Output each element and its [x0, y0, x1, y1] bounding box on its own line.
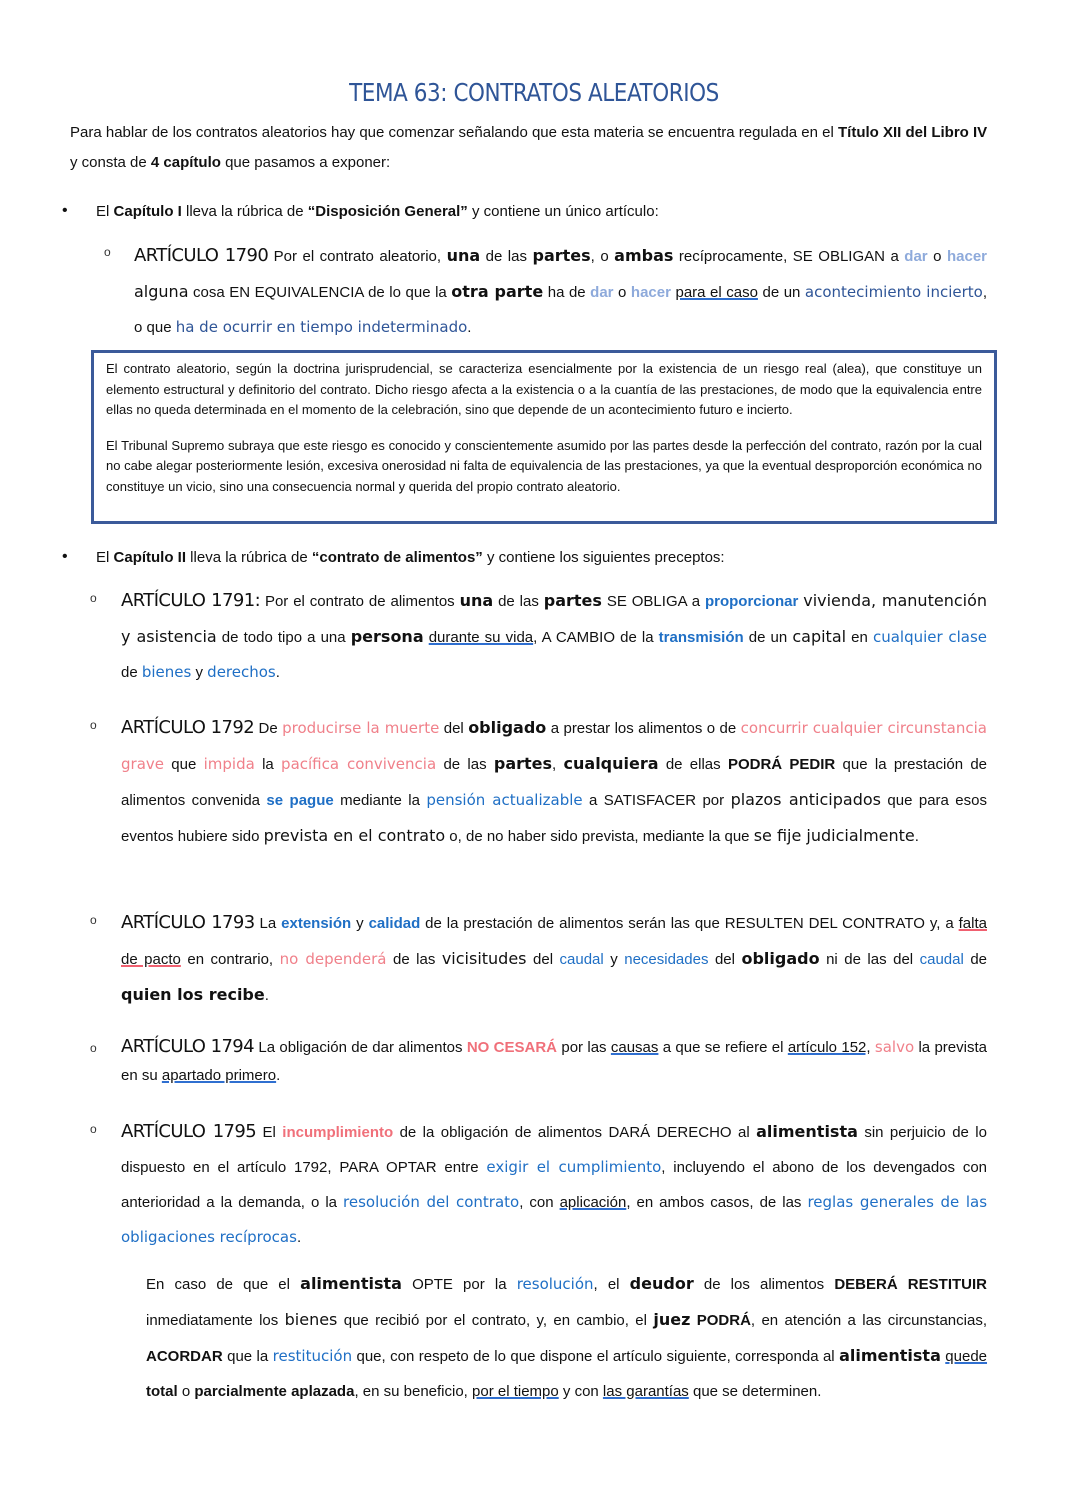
underlined: para el caso	[675, 284, 758, 301]
text: .	[914, 828, 919, 845]
underlined: durante su vida	[428, 629, 534, 646]
emph: alguna	[134, 282, 189, 301]
text: .	[264, 987, 269, 1004]
highlight: NO CESARÁ	[466, 1039, 558, 1056]
article-1792	[121, 710, 987, 854]
text: a que se refiere el	[658, 1039, 788, 1056]
highlight: concurrir cualquier circunstancia grave	[121, 719, 987, 773]
emph: partes	[543, 591, 602, 610]
text: lleva la rúbrica de	[181, 203, 308, 220]
highlight: derechos	[207, 663, 276, 681]
text: inmediatamente los	[146, 1312, 285, 1329]
sub-bullet-icon: o	[90, 718, 97, 732]
box-paragraph-1: El contrato aleatorio, según la doctrina jurisprudencial, se caracteriza esencialmente por la existencia de un riesgo real (alea), que constituye un elemento estructural y definitorio del contrato. Dicho riesgo afecta a la existencia o a la cuantía de las prestaciones, de modo que la equivalencia entre ellas no queda determinada en el momento de la celebración, sino que depende de un acontecimiento futuro e incierto.	[106, 361, 982, 417]
text: ni de las del	[819, 951, 920, 968]
text: y contiene un único artículo:	[467, 203, 659, 220]
emph: juez	[653, 1310, 691, 1329]
text: , con	[519, 1194, 560, 1211]
underlined: artículo 152,	[787, 1039, 871, 1056]
emph: PODRÁ	[696, 1312, 751, 1329]
text: de	[121, 664, 142, 681]
intro-bold-chapters: 4 capítulo	[150, 154, 221, 171]
text: en	[846, 629, 873, 646]
emph: cualquiera	[563, 754, 659, 773]
emph: vicisitudes	[441, 949, 527, 968]
bullet-icon: •	[62, 548, 68, 565]
text: .	[296, 1229, 302, 1246]
highlight: exigir el cumplimiento	[486, 1158, 662, 1176]
text: , en su beneficio,	[354, 1383, 473, 1400]
text: ha de	[543, 284, 591, 301]
jurisprudence-box	[91, 350, 997, 524]
text: o	[927, 248, 947, 265]
article-label: ARTÍCULO 1794	[121, 1036, 255, 1057]
highlight: caudal	[919, 951, 964, 968]
highlight: restitución	[272, 1347, 353, 1365]
highlight: hacer	[630, 284, 671, 301]
text: que recibió por el contrato, y, en cambio, el	[337, 1312, 654, 1329]
highlight: proporcionar	[704, 593, 799, 610]
highlight: resolución	[516, 1275, 594, 1293]
emph: partes	[493, 754, 553, 773]
text: , en atención a las circunstancias,	[750, 1312, 987, 1329]
article-label: ARTÍCULO 1792	[121, 717, 255, 738]
box-paragraph-2: El Tribunal Supremo subraya que este riesgo es conocido y conscientemente asumido por las partes desde la perfección del contrato, razón por la cual no cabe alegar posteriormente lesión, excesiva onerosidad ni falta de equivalencia de las prestaciones, ya que la eventual desproporción económica no constituye un vicio, sino una consecuencia normal y querida del propio contrato aleatorio.	[106, 437, 982, 494]
highlight: caudal	[559, 951, 604, 968]
emph: obligado	[741, 949, 820, 968]
highlight: pacífica convivencia	[281, 755, 437, 773]
text: La obligación de dar alimentos	[254, 1039, 467, 1056]
text: a prestar los alimentos o de	[546, 720, 741, 737]
emph: alimentista	[756, 1122, 858, 1141]
emph: alimentista	[839, 1346, 941, 1365]
text: de	[963, 951, 988, 968]
text: y	[191, 664, 208, 681]
article-1795-continuation	[146, 1266, 987, 1409]
highlight: incumplimiento	[282, 1124, 394, 1141]
text: o	[177, 1383, 195, 1400]
highlight: impida	[203, 755, 255, 773]
emph: partes	[532, 246, 591, 265]
highlight: producirse la muerte	[282, 719, 440, 737]
text: y con	[558, 1383, 603, 1400]
text: de todo tipo a una	[216, 629, 351, 646]
emph: deudor	[629, 1274, 694, 1293]
sub-bullet-icon: o	[90, 591, 97, 605]
article-1794	[121, 1033, 987, 1090]
text: a SATISFACER por	[582, 792, 731, 809]
chapter-1-item	[96, 203, 659, 220]
highlight: calidad	[368, 915, 421, 932]
underlined: quede	[945, 1348, 988, 1365]
highlight: extensión	[281, 915, 352, 932]
article-label: ARTÍCULO 1791:	[121, 590, 261, 611]
text: La	[254, 915, 282, 932]
text: de las	[386, 951, 442, 968]
intro-paragraph	[70, 118, 990, 178]
intro-text: y consta de	[70, 154, 151, 171]
highlight: ha de ocurrir en tiempo indeterminado	[175, 318, 468, 336]
text: .	[467, 319, 472, 336]
highlight: cualquier clase	[872, 628, 988, 646]
text: que para esos eventos hubiere sido	[121, 792, 987, 845]
highlight: bienes	[141, 663, 192, 681]
underlined: apartado primero	[161, 1067, 277, 1084]
article-1795	[121, 1114, 987, 1255]
article-label: ARTÍCULO 1793	[121, 912, 255, 933]
text: en contrario,	[180, 951, 280, 968]
article-label: ARTÍCULO 1790	[134, 245, 269, 266]
text: , A CAMBIO de la	[533, 629, 659, 646]
emph: y asistencia	[121, 627, 217, 646]
text: de los alimentos	[693, 1276, 835, 1293]
highlight: acontecimiento incierto	[804, 283, 983, 301]
text: la prevista en su	[121, 1039, 987, 1084]
highlight: hacer	[946, 248, 987, 265]
emph: quien los recibe	[121, 985, 265, 1004]
text: SE OBLIGA a	[601, 593, 705, 610]
text: El	[256, 1124, 283, 1141]
emph: prevista en el contrato	[263, 826, 446, 845]
highlight: necesidades	[624, 951, 709, 968]
text: o	[613, 284, 631, 301]
text: , el	[593, 1276, 630, 1293]
underlined: falta de pacto	[121, 915, 987, 968]
emph: persona	[350, 627, 424, 646]
text: de las	[493, 593, 544, 610]
text: que la	[222, 1348, 273, 1365]
text: Por el contrato aleatorio,	[273, 248, 447, 265]
text: ,	[552, 756, 564, 773]
text: de un	[757, 284, 805, 301]
text: que la prestación de alimentos convenida	[121, 756, 988, 809]
text: En caso de que el	[146, 1276, 301, 1293]
highlight: se pague	[266, 792, 334, 809]
text: del	[526, 951, 560, 968]
text: de las	[480, 248, 533, 265]
highlight: dar	[590, 284, 614, 301]
text: mediante la	[333, 792, 427, 809]
highlight: transmisión	[658, 629, 744, 646]
article-1791	[121, 583, 987, 690]
highlight: salvo	[874, 1038, 915, 1056]
text: OPTE por la	[401, 1276, 517, 1293]
underlined: causas	[610, 1039, 659, 1056]
highlight: reglas generales de las obligaciones recíprocas	[121, 1193, 988, 1246]
emph: ambas	[614, 246, 674, 265]
text: .	[275, 664, 280, 681]
text: cosa EN EQUIVALENCIA de lo que la	[188, 284, 452, 301]
text: que se determinen.	[688, 1383, 822, 1400]
chapter-label: Capítulo I	[113, 203, 182, 220]
emph: total	[146, 1383, 178, 1400]
highlight: no dependerá	[279, 950, 387, 968]
intro-text: que pasamos a exponer:	[220, 154, 391, 171]
chapter-2-item	[96, 549, 725, 566]
text: que, con respeto de lo que dispone el artículo siguiente, corresponda al	[352, 1348, 840, 1365]
text: recíprocamente, SE OBLIGAN a	[673, 248, 905, 265]
underlined: por el tiempo	[472, 1383, 559, 1400]
sub-bullet-icon: o	[90, 913, 97, 927]
highlight: resolución del contrato	[343, 1193, 520, 1211]
emph: parcialmente aplazada	[194, 1383, 355, 1400]
sub-bullet-icon: o	[90, 1041, 97, 1055]
text: lleva la rúbrica de	[186, 549, 312, 566]
emph: plazos anticipados	[730, 790, 881, 809]
text: del	[439, 720, 469, 737]
article-label: ARTÍCULO 1795	[121, 1121, 257, 1142]
text: El	[96, 203, 114, 220]
emph: ACORDAR	[146, 1348, 223, 1365]
intro-bold-title: Título XII del Libro IV	[838, 124, 988, 141]
sub-bullet-icon: o	[90, 1122, 97, 1136]
underlined: aplicación	[559, 1194, 627, 1211]
emph: bienes	[284, 1310, 338, 1329]
text: y	[603, 951, 625, 968]
chapter-rubric: “contrato de alimentos”	[311, 549, 483, 566]
text: por las	[557, 1039, 611, 1056]
highlight: pensión actualizable	[426, 791, 583, 809]
text: del	[708, 951, 742, 968]
text: de la prestación de alimentos serán las que RESULTEN DEL CONTRATO y, a	[420, 915, 959, 932]
text: la	[254, 756, 282, 773]
text: que	[164, 756, 204, 773]
text: y contiene los siguientes preceptos:	[482, 549, 725, 566]
emph: capital	[792, 627, 847, 646]
text: de las	[436, 756, 494, 773]
emph: una	[446, 246, 481, 265]
text: , o	[590, 248, 615, 265]
text: De	[254, 720, 283, 737]
article-1793	[121, 905, 987, 1013]
text: , incluyendo el abono de los devengados con anterioridad a la demanda, o la	[121, 1159, 988, 1211]
text: o, de no haber sido prevista, mediante la que	[445, 828, 754, 845]
text: , en ambos casos, de las	[626, 1194, 808, 1211]
text: El	[96, 549, 114, 566]
intro-text: Para hablar de los contratos aleatorios hay que comenzar señalando que esta materia se encuentra regulada en el	[70, 124, 838, 141]
chapter-label: Capítulo II	[113, 549, 187, 566]
emph: vivienda, manutención	[803, 591, 988, 610]
text: de ellas	[658, 756, 728, 773]
emph: se fije judicialmente	[753, 826, 915, 845]
text: Por el contrato de alimentos	[260, 593, 460, 610]
text: .	[276, 1067, 281, 1084]
emph: obligado	[468, 718, 547, 737]
emph: otra parte	[451, 282, 544, 301]
text: y	[351, 915, 369, 932]
article-1790	[134, 238, 987, 345]
underlined: las garantías	[602, 1383, 689, 1400]
emph: alimentista	[300, 1274, 402, 1293]
page-title: TEMA 63: CONTRATOS ALEATORIOS	[349, 78, 719, 107]
emph: DEBERÁ RESTITUIR	[834, 1276, 987, 1293]
text: de un	[743, 629, 793, 646]
text: de la obligación de alimentos DARÁ DERECHO al	[393, 1124, 757, 1141]
chapter-rubric: “Disposición General”	[307, 203, 468, 220]
emph: PODRÁ PEDIR	[727, 756, 836, 773]
text: , o que	[134, 284, 987, 336]
emph: una	[459, 591, 494, 610]
highlight: dar	[904, 248, 928, 265]
text: sin perjuicio de lo dispuesto en el artículo 1792, PARA OPTAR entre	[121, 1124, 987, 1176]
sub-bullet-icon: o	[104, 245, 111, 259]
bullet-icon: •	[62, 202, 68, 219]
